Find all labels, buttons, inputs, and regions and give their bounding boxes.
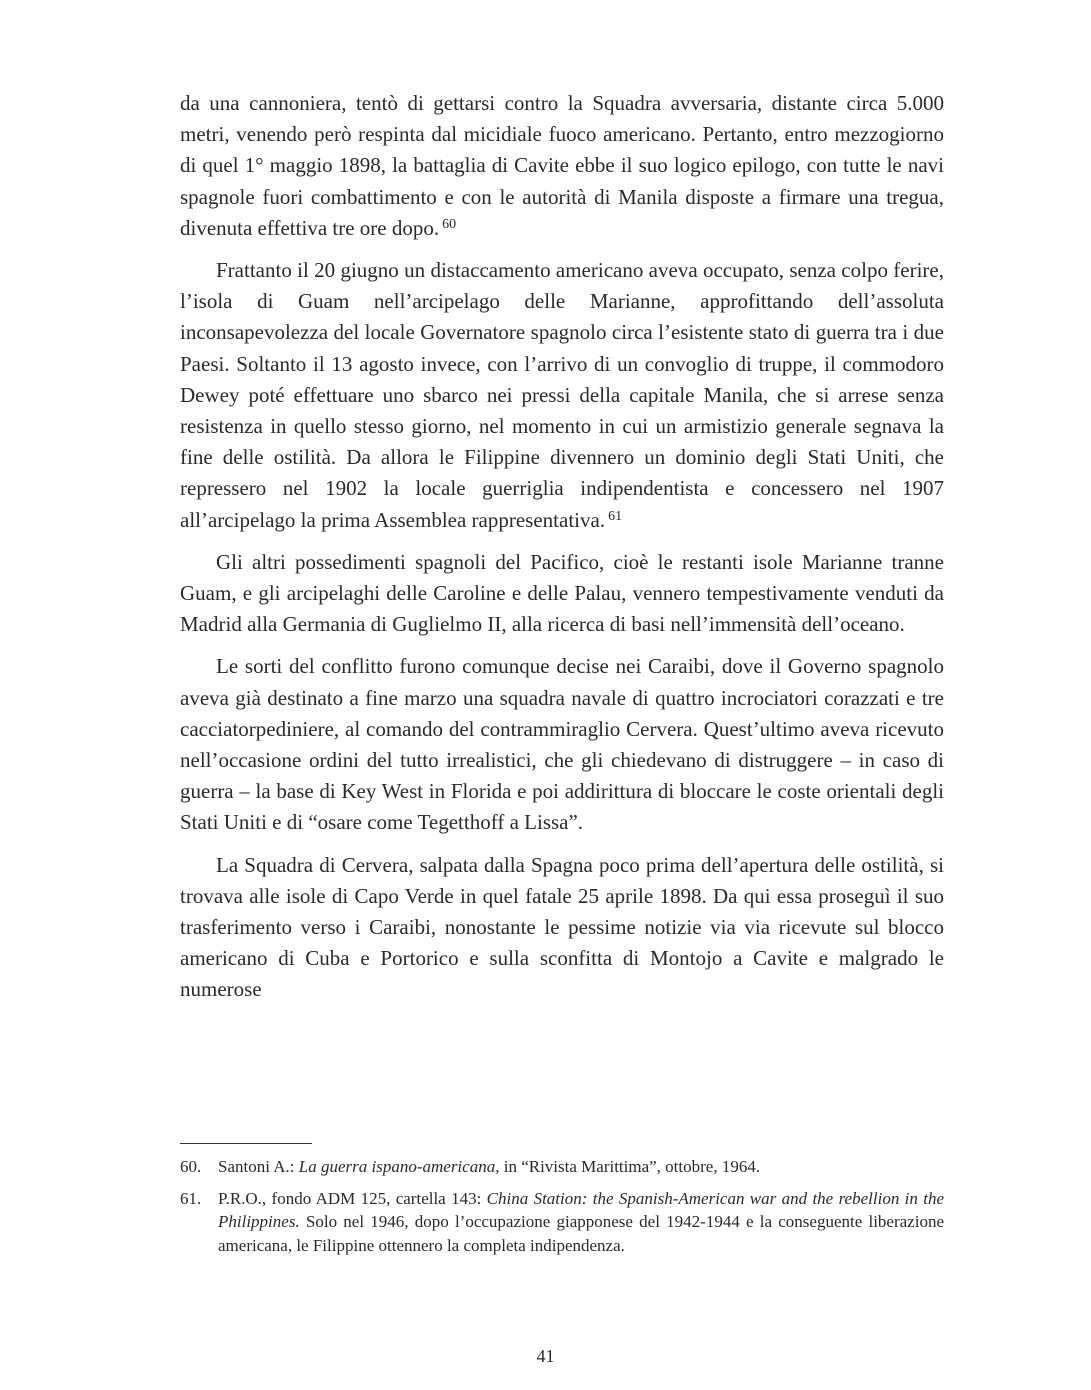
page-number: 41 (536, 1346, 555, 1366)
footnote-ref: 61 (608, 508, 623, 524)
paragraph: Gli altri possedimenti spagnoli del Pacifico, cioè le restanti isole Marianne tranne Guam, e gli arcipelaghi delle Caroline e delle Palau, vennero tempestivamente venduti da Madrid alla Germania di Guglielmo II, alla ricerca di basi nell’immensità dell’oceano. (180, 549, 944, 637)
body-text (180, 88, 944, 1017)
footnote: 60. Santoni A.: La guerra ispano-americana, in “Rivista Marittima”, ottobre, 1964. (180, 1155, 944, 1179)
footnote: 61. P.R.O., fondo ADM 125, cartella 143: China Station: the Spanish-American war and the rebellion in the Philippines. Solo nel 1946, dopo l’occupazione giapponese del 1942-1944 e la conseguente liberazione americana, le Filippine ottennero la completa indipendenza. (180, 1187, 944, 1258)
paragraph: La Squadra di Cervera, salpata dalla Spagna poco prima dell’apertura delle ostilità, si trovava alle isole di Capo Verde in quel fatale 25 aprile 1898. Da qui essa proseguì il suo trasferimento verso i Caraibi, nonostante le pessime notizie via via ricevute sul blocco americano di Cuba e Portorico e sulla sconfitta di Montojo a Cavite e malgrado le numerose (180, 852, 944, 1002)
footnote-title: China Station: the Spanish-American war and the rebellion in the Philippines. (218, 1188, 945, 1231)
paragraph: da una cannoniera, tentò di gettarsi contro la Squadra avversaria, distante circa 5.000 metri, venendo però respinta dal micidiale fuoco americano. Pertanto, entro mezzogiorno di quel 1° maggio 1898, la battaglia di Cavite ebbe il suo logico epilogo, con tutte le navi spagnole fuori combattimento e con le autorità di Manila disposte a firmare una tregua, divenuta effettiva tre ore dopo. $^{60}$ (180, 91, 944, 240)
paragraph: Frattanto il 20 giugno un distaccamento americano aveva occupato, senza colpo ferire, l’isola di Guam nell’arcipelago delle Marianne, approfittando dell’assoluta inconsapevolezza del locale Governatore spagnolo circa l’esistente stato di guerra tra i due Paesi. Soltanto il 13 agosto invece, con l’arrivo di un convoglio di truppe, il commodoro Dewey poté effettuare uno sbarco nei pressi della capitale Manila, che si arrese senza resistenza in quello stesso giorno, nel momento in cui un armistizio generale segnava la fine delle ostilità. Da allora le Filippine divennero un dominio degli Stati Uniti, che repressero nel 1902 la locale guerriglia indipendentista e concessero nel 1907 all’arcipelago la prima Assemblea rappresentativa. $^{61}$ (180, 258, 944, 532)
footnote-ref: 60 (442, 216, 457, 232)
paragraph: Le sorti del conflitto furono comunque decise nei Caraibi, dove il Governo spagnolo aveva già destinato a fine marzo una squadra navale di quattro incrociatori corazzati e tre cacciatorpediniere, al comando del contrammiraglio Cervera. Quest’ultimo aveva ricevuto nell’occasione ordini del tutto irrealistici, che gli chiedevano di distruggere – in caso di guerra – la base di Key West in Florida e poi addirittura di bloccare le coste orientali degli Stati Uniti e di “osare come Tegetthoff a Lissa”. (180, 654, 944, 835)
footnote-title: La guerra ispano-americana, (298, 1157, 500, 1176)
footnote-number: 60. (180, 1157, 202, 1176)
footnotes (180, 1155, 944, 1265)
footnote-divider (180, 1143, 312, 1144)
footnote-number: 61. (180, 1188, 202, 1208)
